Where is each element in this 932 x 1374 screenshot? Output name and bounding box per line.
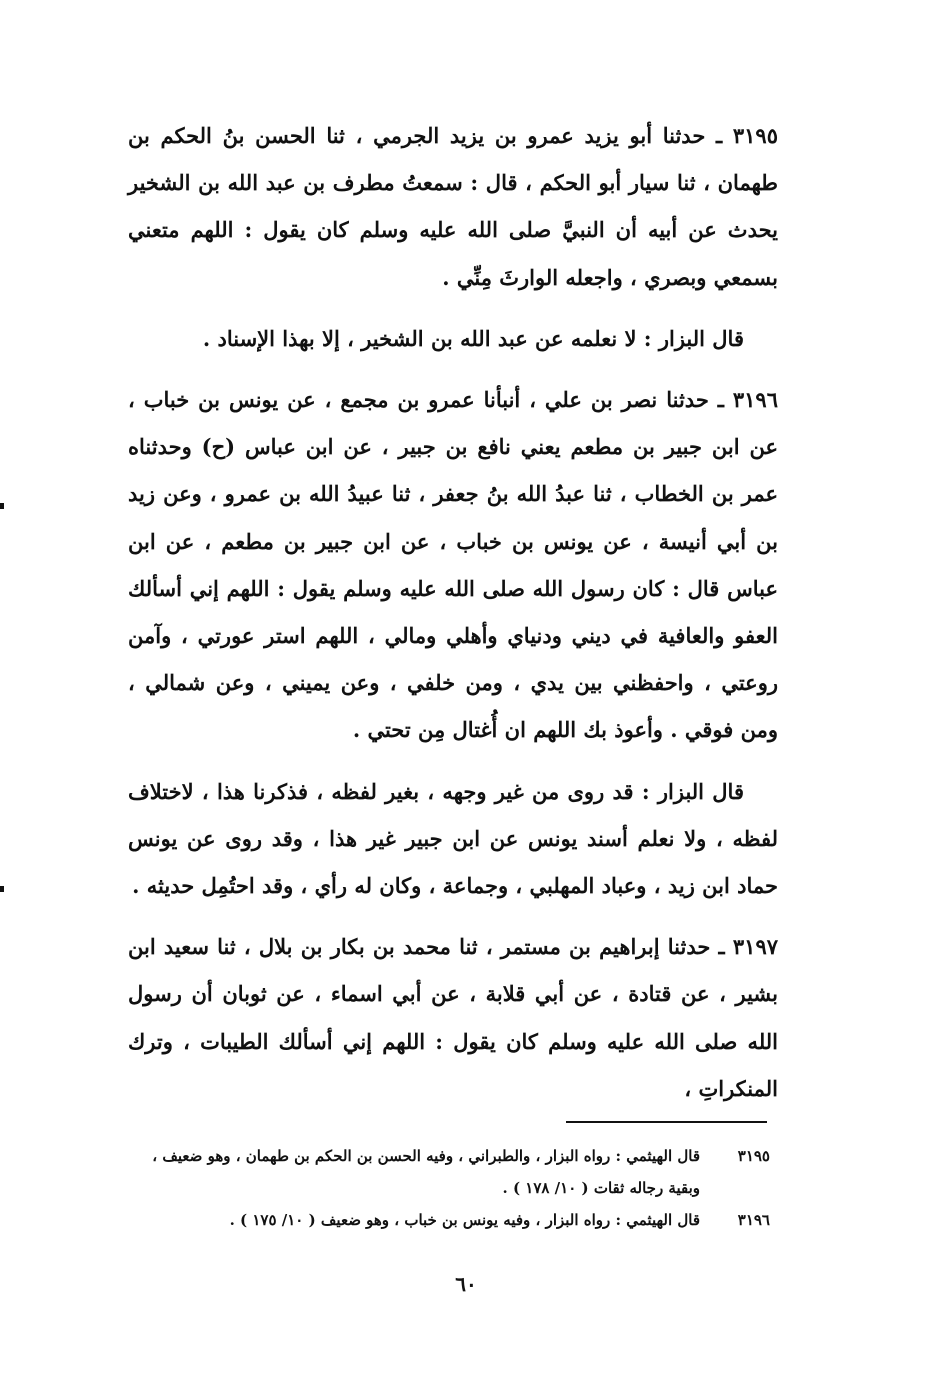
hadith-paragraph-3197	[128, 923, 778, 1112]
hadith-text: حدثنا إبراهيم بن مستمر ، ثنا محمد بن بكار بن بلال ، ثنا سعيد ابن بشير ، عن قتادة ، عن أبي قلابة ، عن أبي اسماء ، عن ثوبان أن رسول الله صلى الله عليه وسلم كان يقول : اللهم إني أسألك الطيبات ، وترك المنكراتِ ،	[128, 934, 778, 1101]
page-number: ٦٠	[455, 1272, 477, 1296]
commentary-paragraph: قال البزار : لا نعلمه عن عبد الله بن الشخير ، إلا بهذا الإسناد .	[202, 325, 744, 351]
hadith-number: ٣١٩٦ ـ	[717, 387, 778, 413]
hadith-number: ٣١٩٥ ـ	[716, 123, 778, 148]
footnote-number: ٣١٩٥	[737, 1147, 770, 1165]
hadith-paragraph-3195	[128, 112, 778, 301]
main-text-body	[128, 112, 778, 1112]
hadith-text: حدثنا نصر بن علي ، أنبأنا عمرو بن مجمع ، عن يونس بن خباب ، عن ابن جبير بن مطعم يعني نافع بن جبير ، عن ابن عباس (ح) وحدثناه عمر بن الخطاب ، ثنا عبدُ الله بنُ جعفر ، ثنا عبيدُ الله بن عمرو ، وعن زيد بن أبي أنيسة ، عن يونس بن خباب ، عن ابن جبير بن مطعم ، عن ابن عباس قال : كان رسول الله صلى الله عليه وسلم يقول : اللهم إني أسألك العفو والعافية في ديني ودنياي وأهلي ومالي ، اللهم استر عورتي ، وآمن روعتي ، واحفظني بين يدي ، ومن خلفي ، وعن يميني ، وعن شمالي ، ومن فوقي . وأعوذ بك اللهم ان أُغتال مِن تحتي .	[128, 387, 778, 743]
scan-edge-mark	[0, 886, 4, 892]
footnote-number: ٣١٩٦	[737, 1211, 770, 1229]
footnote-text: قال الهيثمي : رواه البزار ، وفيه يونس بن خباب ، وهو ضعيف ( ١٠/ ١٧٥ ) .	[229, 1211, 700, 1229]
hadith-number: ٣١٩٧ ـ	[718, 934, 779, 960]
footnotes-section	[140, 1140, 770, 1236]
commentary-paragraph: قال البزار : قد روى من غير وجهه ، بغير لفظه ، فذكرنا هذا ، لاختلاف لفظه ، ولا نعلم أسند يونس عن ابن جبير غير هذا ، وقد روى عن يونس حماد ابن زيد ، وعباد المهلبي ، وجماعة ، وكان له رأي ، وقد احتُمِل حديثه .	[128, 778, 778, 899]
hadith-text: حدثنا أبو يزيد عمرو بن يزيد الجرمي ، ثنا الحسن بنُ الحكم بن طهمان ، ثنا سيار أبو الحكم ، قال : سمعتُ مطرف بن عبد الله بن الشخير يحدث عن أبيه أن النبيَّ صلى الله عليه وسلم كان يقول : اللهم متعني بسمعي وبصري ، واجعله الوارثَ مِنِّي .	[128, 123, 778, 290]
scan-edge-mark	[0, 503, 4, 509]
footnote-separator-rule	[566, 1121, 767, 1123]
footnote-text: قال الهيثمي : رواه البزار ، والطبراني ، وفيه الحسن بن الحكم بن طهمان ، وهو ضعيف ، وبقية رجاله ثقات ( ١٠/ ١٧٨ ) .	[152, 1147, 700, 1197]
footnote-3195	[140, 1140, 770, 1204]
footnote-3196	[140, 1204, 770, 1236]
hadith-paragraph-3196	[128, 376, 778, 754]
